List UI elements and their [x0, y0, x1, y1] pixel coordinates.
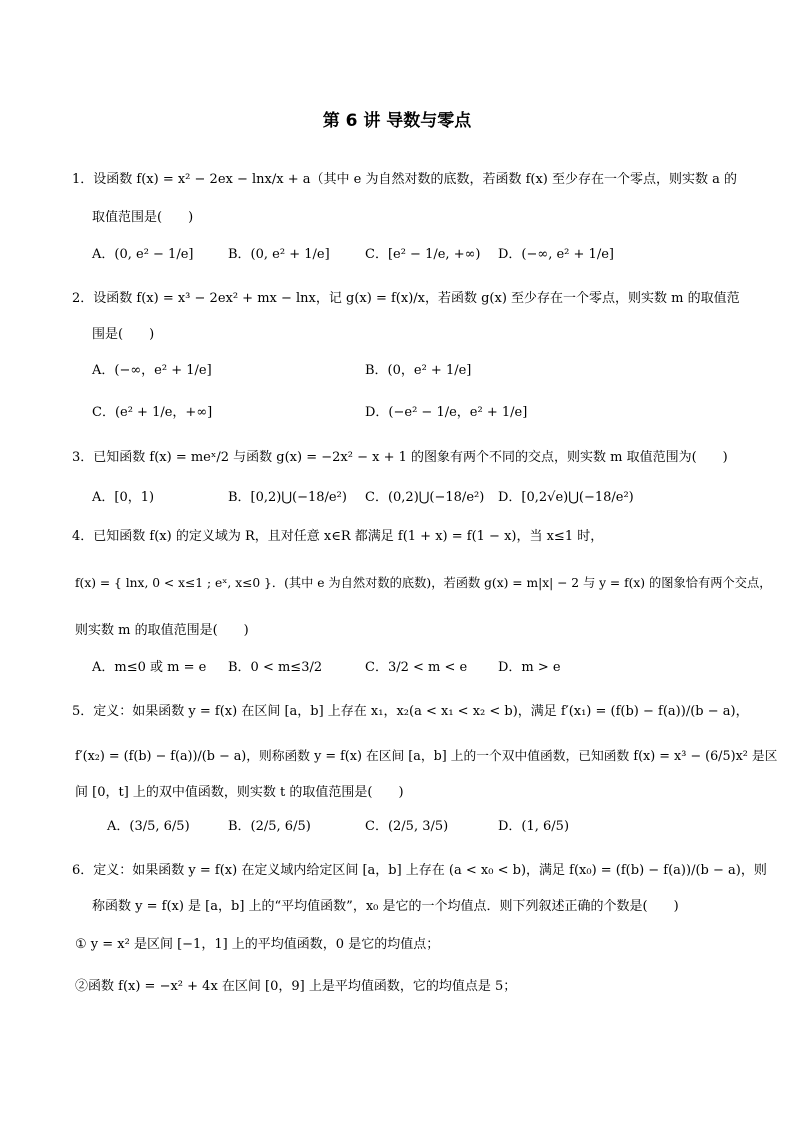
- q1-option-a: A．(0, e² − 1/e]: [92, 247, 194, 262]
- q6-statement-1: ① y = x² 是区间 [−1，1] 上的平均值函数，0 是它的均值点；: [75, 937, 440, 952]
- q1-stem: 1．设函数 f(x) = x² − 2ex − lnx/x + a（其中 e 为自然对数的底数，若函数 f(x) 至少存在一个零点，则实数 a 的: [72, 172, 738, 187]
- q1-option-b: B．(0, e² + 1/e]: [228, 247, 330, 262]
- q6-stem: 6．定义：如果函数 y = f(x) 在定义域内给定区间 [a，b] 上存在 (a < x₀ < b)，满足 f(x₀) = (f(b) − f(a))/(b − a)，则: [72, 863, 767, 878]
- q5-option-d: D．(1, 6/5): [498, 819, 570, 834]
- q4-piecewise: f(x) = { lnx, 0 < x≤1 ; eˣ, x≤0 }．(其中 e 为自然对数的底数)，若函数 g(x) = m|x| − 2 与 y = f(x) 的图象恰有两个交点，: [75, 576, 772, 590]
- q5-stem-cont: f′(x₂) = (f(b) − f(a))/(b − a)，则称函数 y = f(x) 在区间 [a，b] 上的一个双中值函数，已知函数 f(x) = x³ − (6/5)x² 是区: [75, 749, 778, 764]
- q1-option-d: D．(−∞, e² + 1/e]: [498, 247, 614, 262]
- q2-option-a: A．(−∞，e² + 1/e]: [92, 363, 212, 378]
- q1-option-c: C．[e² − 1/e, +∞): [365, 247, 481, 262]
- q2-option-d: D．(−e² − 1/e，e² + 1/e]: [365, 405, 528, 420]
- q3-option-c: C．(0,2)⋃(−18/e²): [365, 490, 485, 505]
- q3-option-d: D．[0,2√e)⋃(−18/e²): [498, 490, 634, 505]
- q4-stem: 4．已知函数 f(x) 的定义域为 R，且对任意 x∈R 都满足 f(1 + x) = f(1 − x)，当 x≤1 时，: [72, 529, 604, 544]
- q2-option-c: C．(e² + 1/e，+∞]: [92, 405, 213, 420]
- q5-option-b: B．(2/5, 6/5): [228, 819, 311, 834]
- q6-statement-2: ②函数 f(x) = −x² + 4x 在区间 [0，9] 上是平均值函数，它的均值点是 5；: [75, 979, 517, 994]
- q3-option-b: B．[0,2)⋃(−18/e²): [228, 490, 347, 505]
- q5-option-c: C．(2/5, 3/5): [365, 819, 449, 834]
- q3-stem: 3．已知函数 f(x) = meˣ/2 与函数 g(x) = −2x² − x + 1 的图象有两个不同的交点，则实数 m 取值范围为( ): [72, 450, 728, 465]
- q6-stem-cont: 称函数 y = f(x) 是 [a，b] 上的“平均值函数”，x₀ 是它的一个均值点．则下列叙述正确的个数是( ): [92, 899, 679, 914]
- q4-stem-cont: 则实数 m 的取值范围是( ): [75, 623, 249, 638]
- q4-option-b: B．0 < m≤3/2: [228, 660, 323, 675]
- q5-stem: 5．定义：如果函数 y = f(x) 在区间 [a，b] 上存在 x₁，x₂(a < x₁ < x₂ < b)，满足 f′(x₁) = (f(b) − f(a))/(b − a)，: [72, 704, 749, 719]
- q4-option-a: A．m≤0 或 m = e: [92, 660, 207, 675]
- page-title: 第 6 讲 导数与零点: [322, 111, 472, 131]
- q3-option-a: A．[0，1): [92, 490, 155, 505]
- q2-option-b: B．(0，e² + 1/e]: [365, 363, 472, 378]
- q4-option-d: D．m > e: [498, 660, 561, 675]
- q5-option-a: A．(3/5, 6/5): [107, 819, 190, 834]
- q4-option-c: C．3/2 < m < e: [365, 660, 468, 675]
- q5-stem-cont-2: 间 [0，t] 上的双中值函数，则实数 t 的取值范围是( ): [75, 785, 404, 800]
- q2-stem-cont: 围是( ): [92, 327, 155, 342]
- q2-stem: 2．设函数 f(x) = x³ − 2ex² + mx − lnx，记 g(x) = f(x)/x，若函数 g(x) 至少存在一个零点，则实数 m 的取值范: [72, 291, 740, 306]
- q1-stem-cont: 取值范围是( ): [92, 210, 194, 225]
